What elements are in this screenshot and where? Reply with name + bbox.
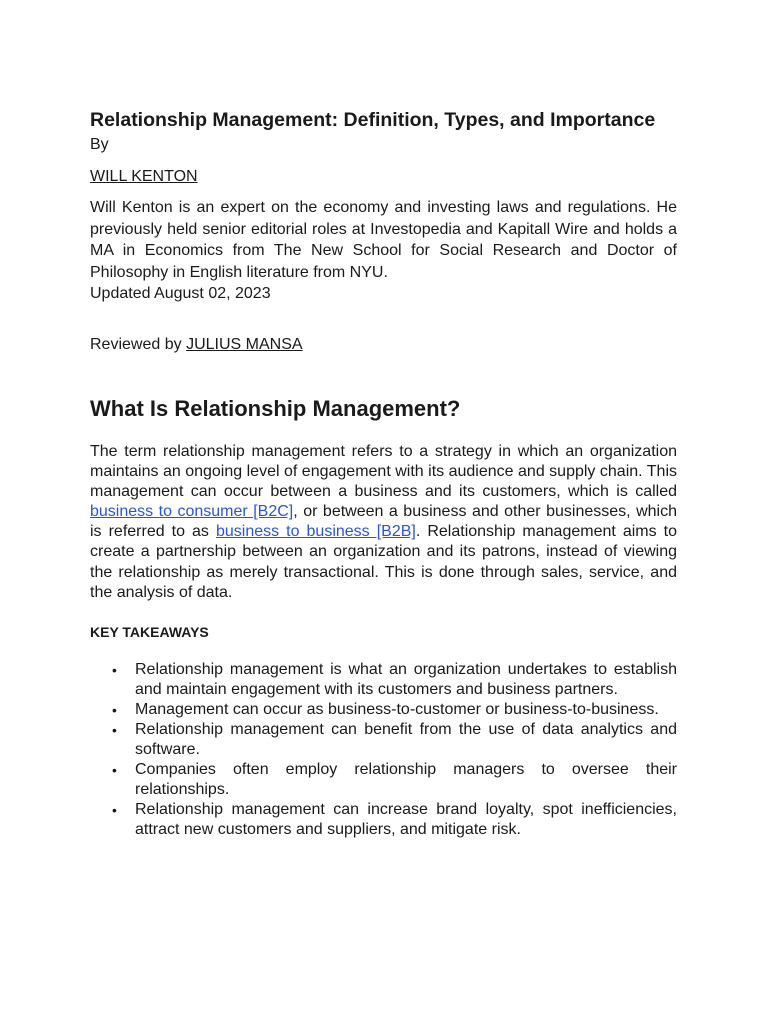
list-item-text: Management can occur as business-to-customer or business-to-business. bbox=[135, 700, 659, 718]
list-item bbox=[90, 700, 677, 720]
byline-label: By bbox=[90, 136, 109, 153]
key-takeaways-heading: KEY TAKEAWAYS bbox=[90, 623, 209, 640]
list-item-text: Relationship management is what an organization undertakes to establish and maintain engagement with its customers and business partners. bbox=[135, 660, 677, 698]
author-link[interactable]: WILL KENTON bbox=[90, 168, 198, 185]
list-item bbox=[90, 800, 677, 840]
bullet-icon: • bbox=[112, 661, 117, 678]
list-item-text: Companies often employ relationship managers to oversee their relationships. bbox=[135, 761, 677, 799]
b2c-link[interactable]: business to consumer [B2C] bbox=[90, 503, 294, 521]
updated-date: Updated August 02, 2023 bbox=[90, 285, 271, 303]
bullet-icon: • bbox=[112, 802, 117, 819]
list-item bbox=[90, 660, 677, 700]
para-text-3: . Relationship management aims to create a partnership between an organization and its patrons, instead of viewing the relationship as merely transactional. This is done through sales, service, and the analysis of data. bbox=[90, 523, 678, 601]
bullet-icon: • bbox=[112, 701, 117, 718]
list-item bbox=[90, 720, 677, 760]
b2b-link[interactable]: business to business [B2B] bbox=[215, 523, 416, 541]
key-takeaways-list bbox=[90, 660, 677, 841]
para-text-1: The term relationship management refers to a strategy in which an organization maintains an ongoing level of engagement with its audience and supply chain. This management can occur between a business and its customers, which is called bbox=[90, 442, 677, 501]
section-heading: What Is Relationship Management? bbox=[90, 395, 461, 421]
bullet-icon: • bbox=[112, 762, 117, 779]
author-bio: Will Kenton is an expert on the economy and investing laws and regulations. He previously held senior editorial roles at Investopedia and Kapitall Wire and holds a MA in Economics from The New School for Social Research and Doctor of Philosophy in English literature from NYU. bbox=[90, 199, 677, 281]
para-text-2: , or between a business and other businesses, which is referred to as bbox=[90, 503, 677, 541]
section-paragraph bbox=[90, 442, 677, 603]
article-title: Relationship Management: Definition, Types, and Importance bbox=[90, 109, 656, 131]
reviewer-link[interactable]: JULIUS MANSA bbox=[186, 335, 303, 353]
list-item-text: Relationship management can increase brand loyalty, spot inefficiencies, attract new customers and suppliers, and mitigate risk. bbox=[135, 801, 677, 839]
list-item bbox=[90, 760, 677, 800]
list-item-text: Relationship management can benefit from the use of data analytics and software. bbox=[135, 721, 677, 759]
article-page bbox=[90, 106, 677, 841]
reviewed-label: Reviewed by bbox=[90, 335, 182, 353]
bullet-icon: • bbox=[112, 722, 117, 738]
reviewed-by bbox=[90, 334, 677, 356]
